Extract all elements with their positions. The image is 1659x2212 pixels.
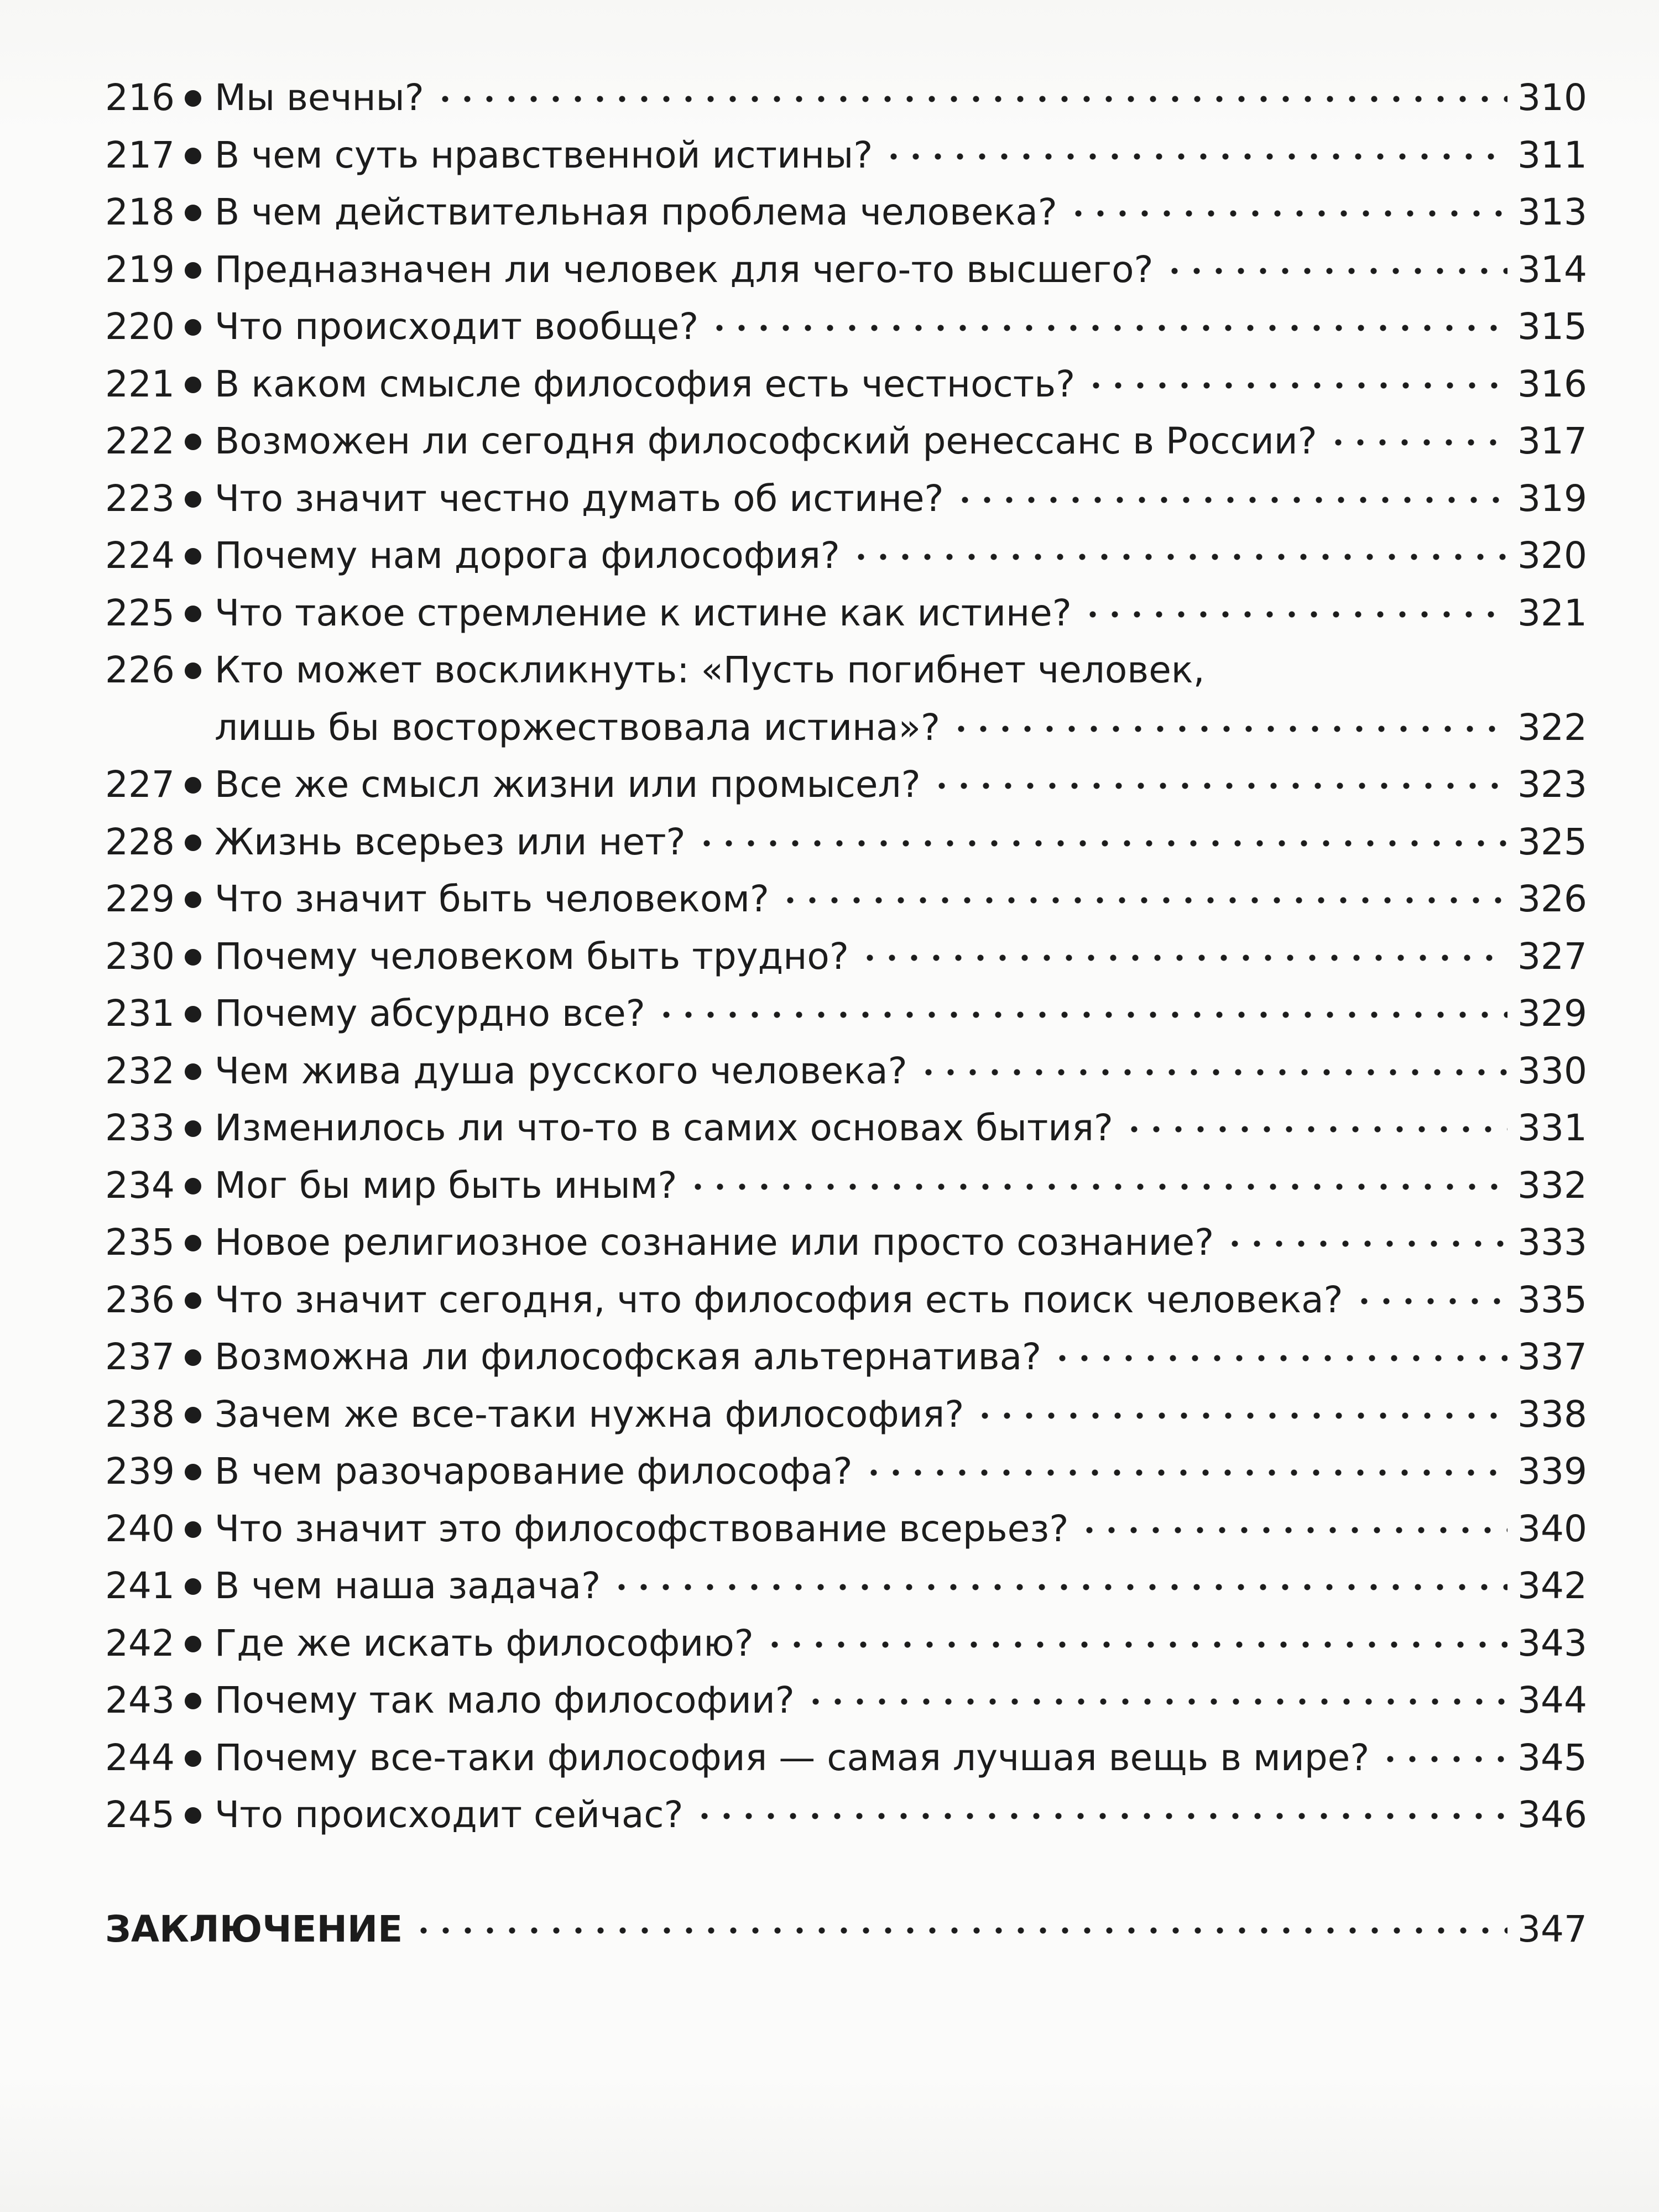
- entry-number: 236: [105, 1278, 175, 1321]
- toc-entry: [105, 527, 1587, 585]
- dot-leader: [1164, 265, 1508, 276]
- toc-entry: [105, 1271, 1587, 1329]
- toc-entry: [105, 1557, 1587, 1615]
- entry-page: 316: [1517, 362, 1587, 405]
- dot-leader: [950, 723, 1507, 734]
- entry-number: 225: [105, 591, 175, 634]
- dot-leader: [974, 1410, 1507, 1421]
- entry-title: Почему все-таки философия — самая лучшая вещь в мире?: [215, 1736, 1370, 1779]
- entry-page: 310: [1517, 76, 1587, 119]
- dot-leader: [693, 1811, 1507, 1822]
- entry-number: 231: [105, 992, 175, 1035]
- dot-leader: [764, 1639, 1507, 1650]
- table-of-contents: [105, 69, 1587, 1958]
- entry-number: 242: [105, 1621, 175, 1665]
- bullet-icon: [185, 90, 201, 107]
- entry-title: Почему нам дорога философия?: [215, 534, 840, 577]
- toc-entry: [105, 756, 1587, 813]
- bullet-icon: [185, 662, 201, 679]
- bullet-icon: [185, 1235, 201, 1251]
- entry-title: Что происходит сейчас?: [215, 1793, 684, 1836]
- entry-number: 229: [105, 878, 175, 920]
- entry-page: 345: [1517, 1736, 1587, 1779]
- entry-number: 222: [105, 420, 175, 462]
- entry-title-line2: лишь бы восторжествовала истина»?: [215, 706, 940, 749]
- bullet-icon: [185, 1750, 201, 1767]
- toc-entry: [105, 985, 1587, 1042]
- entry-number: 227: [105, 763, 175, 806]
- entry-page: 317: [1517, 420, 1587, 462]
- bullet-icon: [185, 1521, 201, 1538]
- entry-page: 323: [1517, 763, 1587, 806]
- toc-entry: [105, 241, 1587, 299]
- toc-entry: [105, 1099, 1587, 1157]
- entry-title: Изменилось ли что-то в самих основах бытия?: [215, 1107, 1113, 1149]
- entry-number: 243: [105, 1679, 175, 1721]
- bullet-icon: [185, 1464, 201, 1480]
- bullet-icon: [185, 1636, 201, 1652]
- entry-page: 321: [1517, 591, 1587, 634]
- entry-number: 238: [105, 1392, 175, 1436]
- bullet-icon: [185, 148, 201, 164]
- toc-entry: [105, 1443, 1587, 1500]
- entry-title-line1: Кто может воскликнуть: «Пусть погибнет человек,: [215, 649, 1205, 691]
- entry-page: 335: [1517, 1278, 1587, 1321]
- entry-title: Предназначен ли человек для чего-то высшего?: [215, 248, 1154, 291]
- entry-title: Почему так мало философии?: [215, 1679, 795, 1721]
- toc-entry: [105, 470, 1587, 528]
- toc-entry: [105, 870, 1587, 928]
- toc-entry: [105, 413, 1587, 470]
- bullet-icon: [185, 1178, 201, 1194]
- entry-title: Чем жива душа русского человека?: [215, 1049, 907, 1092]
- toc-entry: [105, 184, 1587, 241]
- entry-title: В чем суть нравственной истины?: [215, 133, 873, 176]
- entry-title: Зачем же все-таки нужна философия?: [215, 1392, 964, 1436]
- entry-title: В чем разочарование философа?: [215, 1450, 853, 1493]
- toc-entry: [105, 813, 1587, 871]
- bullet-icon: [185, 262, 201, 279]
- dot-leader: [931, 780, 1507, 791]
- dot-leader: [611, 1582, 1507, 1593]
- toc-entry: [105, 1615, 1587, 1672]
- bullet-icon: [185, 1292, 201, 1309]
- spacer: [105, 1844, 1587, 1901]
- entry-title: Что значит честно думать об истине?: [215, 477, 944, 520]
- entry-title: В чем наша задача?: [215, 1564, 601, 1607]
- toc-entry: [105, 641, 1587, 756]
- entry-page: 331: [1517, 1107, 1587, 1149]
- entry-title: Мы вечны?: [215, 76, 424, 119]
- dot-leader: [1051, 1353, 1507, 1364]
- dot-leader: [883, 151, 1507, 162]
- entry-page: 338: [1517, 1392, 1587, 1436]
- entry-title: Возможна ли философская альтернатива?: [215, 1335, 1042, 1378]
- entry-number: 221: [105, 362, 175, 405]
- dot-leader: [696, 838, 1507, 849]
- toc-entry: [105, 1042, 1587, 1100]
- entry-page: 330: [1517, 1049, 1587, 1092]
- entry-page: 343: [1517, 1621, 1587, 1665]
- dot-leader: [708, 322, 1507, 333]
- dot-leader: [1085, 380, 1507, 391]
- entry-title: Что значит сегодня, что философия есть поиск человека?: [215, 1278, 1343, 1321]
- entry-number: 235: [105, 1221, 175, 1264]
- dot-leader: [1067, 208, 1507, 219]
- toc-entry: [105, 1214, 1587, 1271]
- entry-number: 239: [105, 1450, 175, 1493]
- toc-entry: [105, 356, 1587, 413]
- entry-title: Что такое стремление к истине как истине?: [215, 591, 1072, 634]
- dot-leader: [413, 1925, 1507, 1936]
- entry-number: 216: [105, 76, 175, 119]
- entry-page: 332: [1517, 1164, 1587, 1207]
- toc-entry: [105, 1386, 1587, 1443]
- entry-title: Что значит быть человеком?: [215, 878, 769, 920]
- entry-page: 322: [1517, 706, 1587, 749]
- bullet-icon: [185, 777, 201, 794]
- entry-number: 234: [105, 1164, 175, 1207]
- entry-number: 230: [105, 935, 175, 978]
- entry-title: Возможен ли сегодня философский ренессанс в России?: [215, 420, 1317, 462]
- entry-page: 333: [1517, 1221, 1587, 1264]
- entry-number: 223: [105, 477, 175, 520]
- bullet-icon: [185, 434, 201, 450]
- entry-page: 313: [1517, 191, 1587, 233]
- entry-page: 339: [1517, 1450, 1587, 1493]
- entry-number: 224: [105, 534, 175, 577]
- entry-number: 233: [105, 1107, 175, 1149]
- entry-page: 315: [1517, 305, 1587, 348]
- toc-entry: [105, 1328, 1587, 1386]
- dot-leader: [954, 494, 1507, 505]
- bullet-icon: [185, 491, 201, 508]
- dot-leader: [805, 1696, 1507, 1707]
- bullet-icon: [185, 949, 201, 966]
- bullet-icon: [185, 205, 201, 221]
- entry-number: 232: [105, 1049, 175, 1092]
- bullet-icon: [185, 1006, 201, 1022]
- entry-number: 245: [105, 1793, 175, 1836]
- dot-leader: [1353, 1296, 1507, 1307]
- dot-leader: [1327, 437, 1507, 448]
- entry-title: Что происходит вообще?: [215, 305, 699, 348]
- entry-title: Жизнь всерьез или нет?: [215, 820, 686, 863]
- entry-page: 326: [1517, 878, 1587, 920]
- toc-entry: [105, 1729, 1587, 1787]
- entry-number: 217: [105, 133, 175, 176]
- entry-page: 311: [1517, 133, 1587, 176]
- entry-page: 320: [1517, 534, 1587, 577]
- bullet-icon: [185, 1407, 201, 1423]
- entry-title: Что значит это философствование всерьез?: [215, 1507, 1069, 1550]
- entry-page: 314: [1517, 248, 1587, 291]
- toc-entry-conclusion: [105, 1901, 1587, 1958]
- dot-leader: [1224, 1238, 1507, 1249]
- dot-leader: [779, 895, 1507, 906]
- toc-entry: [105, 585, 1587, 642]
- entry-title: Почему абсурдно все?: [215, 992, 645, 1035]
- entry-page: 342: [1517, 1564, 1587, 1607]
- dot-leader: [917, 1067, 1507, 1078]
- entry-page: 325: [1517, 820, 1587, 863]
- dot-leader: [850, 551, 1507, 562]
- dot-leader: [1078, 1525, 1507, 1536]
- entry-page: 346: [1517, 1793, 1587, 1836]
- dot-leader: [863, 1467, 1507, 1478]
- bullet-icon: [185, 548, 201, 565]
- toc-entry: [105, 928, 1587, 985]
- conclusion-page: 347: [1517, 1908, 1587, 1950]
- toc-entry: [105, 298, 1587, 356]
- toc-entry: [105, 1672, 1587, 1729]
- entry-title: Почему человеком быть трудно?: [215, 935, 849, 978]
- entry-title: Мог бы мир быть иным?: [215, 1164, 677, 1207]
- entry-title: В чем действительная проблема человека?: [215, 191, 1057, 233]
- entry-number: 237: [105, 1335, 175, 1378]
- entry-number: 219: [105, 248, 175, 291]
- bullet-icon: [185, 606, 201, 622]
- bullet-icon: [185, 1063, 201, 1080]
- dot-leader: [434, 93, 1507, 105]
- entry-page: 344: [1517, 1679, 1587, 1721]
- entry-number: 218: [105, 191, 175, 233]
- entry-title: В каком смысле философия есть честность?: [215, 362, 1076, 405]
- toc-entry: [105, 1157, 1587, 1214]
- entry-number: 220: [105, 305, 175, 348]
- bullet-icon: [185, 1693, 201, 1709]
- dot-leader: [859, 952, 1507, 963]
- entry-title: Все же смысл жизни или промысел?: [215, 763, 921, 806]
- entry-number: 226: [105, 649, 175, 691]
- entry-number: 240: [105, 1507, 175, 1550]
- dot-leader: [1379, 1754, 1507, 1765]
- dot-leader: [1082, 609, 1507, 620]
- toc-entry: [105, 127, 1587, 184]
- entry-page: 319: [1517, 477, 1587, 520]
- dot-leader: [655, 1009, 1507, 1020]
- entry-page: 327: [1517, 935, 1587, 978]
- entry-page: 329: [1517, 992, 1587, 1035]
- entry-title: Новое религиозное сознание или просто сознание?: [215, 1221, 1214, 1264]
- bullet-icon: [185, 1349, 201, 1366]
- entry-number: 228: [105, 820, 175, 863]
- bullet-icon: [185, 377, 201, 393]
- entry-title: Где же искать философию?: [215, 1621, 754, 1665]
- entry-page: 337: [1517, 1335, 1587, 1378]
- entry-number: 244: [105, 1736, 175, 1779]
- dot-leader: [687, 1181, 1507, 1192]
- toc-entry: [105, 1786, 1587, 1844]
- bullet-icon: [185, 891, 201, 908]
- conclusion-label: ЗАКЛЮЧЕНИЕ: [105, 1908, 403, 1950]
- entry-number: 241: [105, 1564, 175, 1607]
- bullet-icon: [185, 1807, 201, 1824]
- bullet-icon: [185, 1120, 201, 1137]
- bullet-icon: [185, 834, 201, 851]
- bullet-icon: [185, 319, 201, 336]
- toc-entry: [105, 69, 1587, 127]
- bullet-icon: [185, 1578, 201, 1595]
- entry-page: 340: [1517, 1507, 1587, 1550]
- toc-entry: [105, 1500, 1587, 1558]
- dot-leader: [1123, 1124, 1507, 1135]
